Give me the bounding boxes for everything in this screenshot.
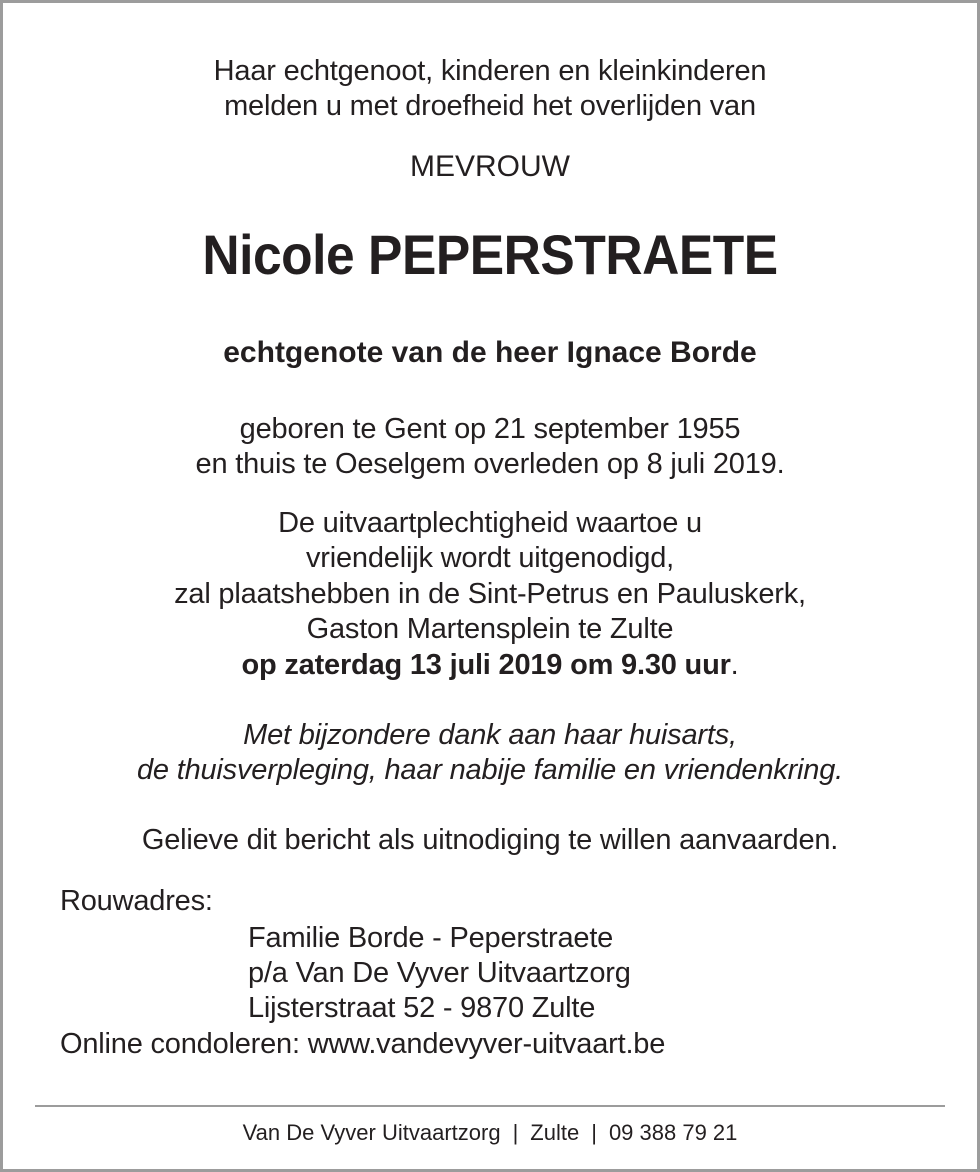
address-line-1: Familie Borde - Peperstraete [248, 922, 614, 954]
footer [0, 1120, 980, 1146]
footer-separator-2: | [591, 1120, 597, 1145]
footer-separator-1: | [512, 1120, 519, 1145]
footer-divider [35, 1105, 945, 1107]
ceremony-date-time [0, 648, 980, 682]
online-condolences: Online condoleren: www.vandevyver-uitvaart.be [60, 1028, 666, 1060]
intro-line-1: Haar echtgenoot, kinderen en kleinkinderen [213, 55, 767, 87]
address-line-3: Lijsterstraat 52 - 9870 Zulte [248, 992, 596, 1024]
death-line: en thuis te Oeselgem overleden op 8 juli 2019. [195, 448, 785, 480]
ceremony-date-time-text: op zaterdag 13 juli 2019 om 9.30 uur [241, 649, 731, 681]
footer-company: Van De Vyver Uitvaartzorg [242, 1120, 501, 1145]
intro-line-2: melden u met droefheid het overlijden van [224, 90, 756, 122]
spouse-line: echtgenote van de heer Ignace Borde [223, 336, 757, 369]
invitation-note: Gelieve dit bericht als uitnodiging te willen aanvaarden. [141, 824, 839, 856]
address-line-2: p/a Van De Vyver Uitvaartzorg [248, 957, 631, 989]
thanks-line-2: de thuisverpleging, haar nabije familie en vriendenkring. [137, 754, 843, 786]
thanks-line-1: Met bijzondere dank aan haar huisarts, [243, 719, 737, 751]
footer-city: Zulte [530, 1120, 580, 1145]
title: MEVROUW [410, 150, 570, 183]
birth-line: geboren te Gent op 21 september 1955 [239, 413, 741, 445]
ceremony-line-2: vriendelijk wordt uitgenodigd, [306, 542, 674, 574]
ceremony-date-time-suffix: . [730, 649, 739, 681]
ceremony-line-4: Gaston Martensplein te Zulte [306, 613, 674, 645]
ceremony-line-3: zal plaatshebben in de Sint-Petrus en Pauluskerk, [174, 578, 806, 610]
footer-phone: 09 388 79 21 [608, 1120, 738, 1145]
ceremony-line-1: De uitvaartplechtigheid waartoe u [278, 507, 702, 539]
deceased-name: Nicole PEPERSTRAETE [202, 223, 778, 286]
address-label: Rouwadres: [60, 885, 213, 917]
